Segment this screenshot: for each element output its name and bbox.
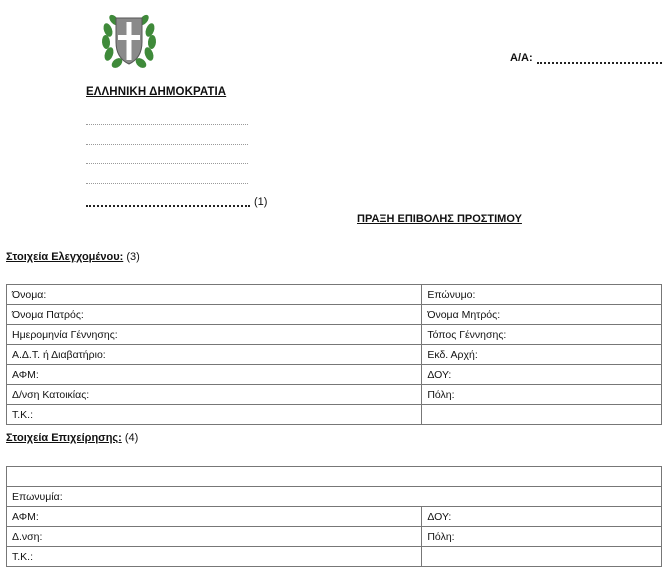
business-section-note: (4) bbox=[124, 432, 139, 444]
business-section-label: Στοιχεία Επιχείρησης: bbox=[6, 432, 122, 444]
authority-blank-line bbox=[86, 205, 250, 207]
table-row bbox=[7, 305, 662, 325]
tax-office-field[interactable]: ΔΟΥ: bbox=[422, 365, 662, 385]
table-row bbox=[7, 547, 662, 567]
coat-of-arms-emblem bbox=[100, 8, 158, 72]
table-row bbox=[7, 405, 662, 425]
serial-number-blank bbox=[537, 62, 662, 64]
republic-title: ΕΛΛΗΝΙΚΗ ΔΗΜΟΚΡΑΤΙΑ bbox=[86, 86, 227, 98]
mother-name-field[interactable]: Όνομα Μητρός: bbox=[422, 305, 662, 325]
table-row bbox=[7, 527, 662, 547]
empty-cell bbox=[422, 405, 662, 425]
surname-field[interactable]: Επώνυμο: bbox=[422, 285, 662, 305]
first-name-field[interactable]: Όνομα: bbox=[7, 285, 422, 305]
birth-date-field[interactable]: Ημερομηνία Γέννησης: bbox=[7, 325, 422, 345]
blank-line bbox=[86, 183, 248, 184]
business-name-field[interactable]: Επωνυμία: bbox=[7, 487, 662, 507]
blank-line bbox=[86, 144, 248, 145]
postal-code-field[interactable]: Τ.Κ.: bbox=[7, 405, 422, 425]
table-row bbox=[7, 365, 662, 385]
serial-number-label: Α/Α: bbox=[510, 52, 533, 64]
document-title: ΠΡΑΞΗ ΕΠΙΒΟΛΗΣ ΠΡΟΣΤΙΜΟΥ bbox=[357, 213, 522, 225]
table-row bbox=[7, 385, 662, 405]
inspected-section-label: Στοιχεία Ελεγχομένου: bbox=[6, 251, 124, 263]
table-row bbox=[7, 507, 662, 527]
footnote-ref-1: (1) bbox=[254, 196, 268, 208]
business-table bbox=[6, 466, 662, 567]
table-row bbox=[7, 285, 662, 305]
father-name-field[interactable]: Όνομα Πατρός: bbox=[7, 305, 422, 325]
spacer-cell bbox=[7, 467, 662, 487]
city-field[interactable]: Πόλη: bbox=[422, 385, 662, 405]
business-postal-code-field[interactable]: Τ.Κ.: bbox=[7, 547, 422, 567]
inspected-person-table bbox=[6, 284, 662, 425]
blank-line bbox=[86, 124, 248, 125]
inspected-section-note: (3) bbox=[126, 251, 140, 263]
home-address-field[interactable]: Δ/νση Κατοικίας: bbox=[7, 385, 422, 405]
issuing-authority-field[interactable]: Εκδ. Αρχή: bbox=[422, 345, 662, 365]
table-row bbox=[7, 325, 662, 345]
inspected-section-heading bbox=[6, 251, 140, 263]
birth-place-field[interactable]: Τόπος Γέννησης: bbox=[422, 325, 662, 345]
table-row bbox=[7, 487, 662, 507]
id-passport-field[interactable]: Α.Δ.Τ. ή Διαβατήριο: bbox=[7, 345, 422, 365]
empty-cell bbox=[422, 547, 662, 567]
table-row bbox=[7, 467, 662, 487]
business-section-heading bbox=[6, 432, 138, 444]
table-row bbox=[7, 345, 662, 365]
business-address-field[interactable]: Δ.νση: bbox=[7, 527, 422, 547]
tax-id-field[interactable]: ΑΦΜ: bbox=[7, 365, 422, 385]
blank-line bbox=[86, 163, 248, 164]
business-tax-office-field[interactable]: ΔΟΥ: bbox=[422, 507, 662, 527]
business-city-field[interactable]: Πόλη: bbox=[422, 527, 662, 547]
business-tax-id-field[interactable]: ΑΦΜ: bbox=[7, 507, 422, 527]
